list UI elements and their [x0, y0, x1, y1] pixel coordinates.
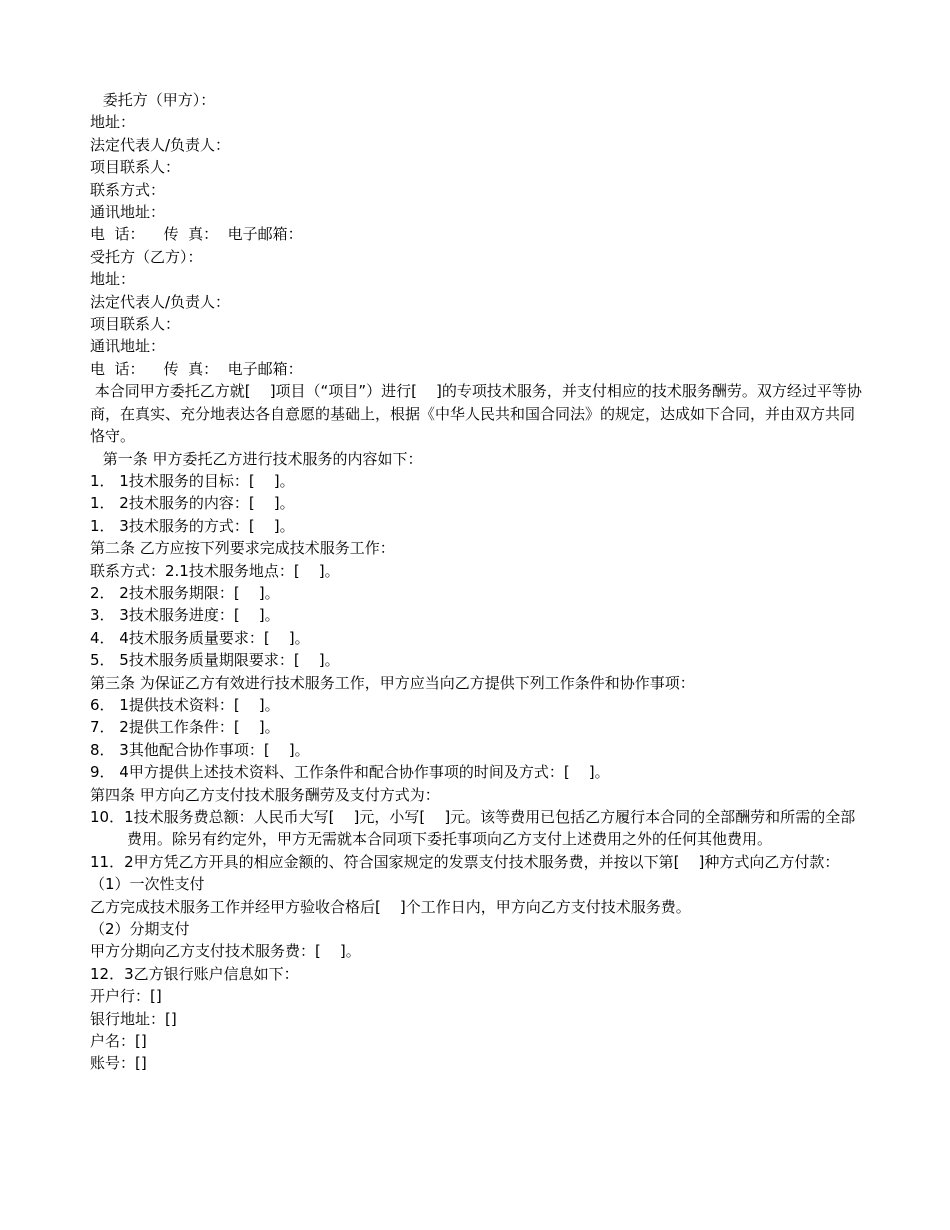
preamble-paragraph: 本合同甲方委托乙方就[ ]项目（“项目”）进行[ ]的专项技术服务，并支付相应的技术服务酬劳。双方经过平等协商，在真实、充分地表达各自意愿的基础上，根据《中华人民共和国合同法》的规定，达成如下合同，并由双方共同恪守。: [90, 382, 862, 446]
account-number: 账号：[]: [90, 1054, 147, 1073]
article-4-item-total-fee: 10．1技术服务费总额：人民币大写[ ]元，小写[ ]元。该等费用已包括乙方履行本合同的全部酬劳和所需的全部费用。除另有约定外，甲方无需就本合同项下委托事项向乙方支付上述费用之外的任何其他费用。: [90, 808, 856, 849]
bank-account-heading: 12．3乙方银行账户信息如下：: [90, 964, 299, 983]
article-2-item: 4． 4技术服务质量要求：[ ]。: [90, 628, 310, 647]
article-2-item: 5． 5技术服务质量期限要求：[ ]。: [90, 651, 340, 670]
article-1-heading: 第一条 甲方委托乙方进行技术服务的内容如下：: [98, 449, 423, 468]
payment-option-installment-detail: 甲方分期向乙方支付技术服务费：[ ]。: [90, 942, 361, 961]
party-b-address: 地址：: [90, 270, 136, 289]
article-3-item: 7． 2提供工作条件：[ ]。: [90, 718, 280, 737]
article-3-item: 9． 4甲方提供上述技术资料、工作条件和配合协作事项的时间及方式：[ ]。: [90, 763, 610, 782]
bank-name: 开户行：[]: [90, 987, 162, 1006]
article-4-item-payment-method: 11．2甲方凭乙方开具的相应金额的、符合国家规定的发票支付技术服务费，并按以下第[ ]种方式向乙方付款：: [90, 852, 840, 871]
account-holder: 户名：[]: [90, 1032, 147, 1051]
party-a-address: 地址：: [90, 113, 136, 132]
bank-address: 银行地址：[]: [90, 1009, 177, 1028]
party-a-mailing-address: 通讯地址：: [90, 203, 166, 222]
party-a-heading: 委托方（甲方）：: [98, 91, 216, 109]
payment-option-installment: （2）分期支付: [90, 920, 190, 939]
party-b-legal-rep: 法定代表人/负责人：: [90, 292, 231, 311]
party-b-heading: 受托方（乙方）：: [90, 247, 203, 266]
party-a-legal-rep: 法定代表人/负责人：: [90, 135, 231, 154]
party-a-phone-fax-email: 电 话： 传 真： 电子邮箱：: [90, 225, 303, 244]
article-1-item: 1． 2技术服务的内容：[ ]。: [90, 494, 295, 513]
party-b-project-contact: 项目联系人：: [90, 315, 181, 334]
article-2-item: 联系方式：2.1技术服务地点：[ ]。: [90, 561, 340, 580]
article-1-item: 1． 3技术服务的方式：[ ]。: [90, 516, 295, 535]
article-2-heading: 第二条 乙方应按下列要求完成技术服务工作：: [90, 539, 395, 558]
article-3-item: 8． 3其他配合协作事项：[ ]。: [90, 740, 310, 759]
article-3-heading: 第三条 为保证乙方有效进行技术服务工作，甲方应当向乙方提供下列工作条件和协作事项：: [90, 673, 695, 692]
article-2-item: 2． 2技术服务期限：[ ]。: [90, 583, 280, 602]
article-3-item: 6． 1提供技术资料：[ ]。: [90, 695, 280, 714]
party-b-mailing-address: 通讯地址：: [90, 337, 166, 356]
payment-option-lump-sum-detail: 乙方完成技术服务工作并经甲方验收合格后[ ]个工作日内，甲方向乙方支付技术服务费。: [90, 897, 691, 916]
party-a-project-contact: 项目联系人：: [90, 158, 181, 177]
party-a-contact-method: 联系方式：: [90, 180, 166, 199]
party-b-phone-fax-email: 电 话： 传 真： 电子邮箱：: [90, 359, 303, 378]
contract-body: [90, 89, 865, 1075]
article-1-item: 1． 1技术服务的目标：[ ]。: [90, 471, 295, 490]
payment-option-lump-sum: （1）一次性支付: [90, 875, 205, 894]
article-2-item: 3． 3技术服务进度：[ ]。: [90, 606, 280, 625]
article-4-heading: 第四条 甲方向乙方支付技术服务酬劳及支付方式为：: [90, 785, 440, 804]
